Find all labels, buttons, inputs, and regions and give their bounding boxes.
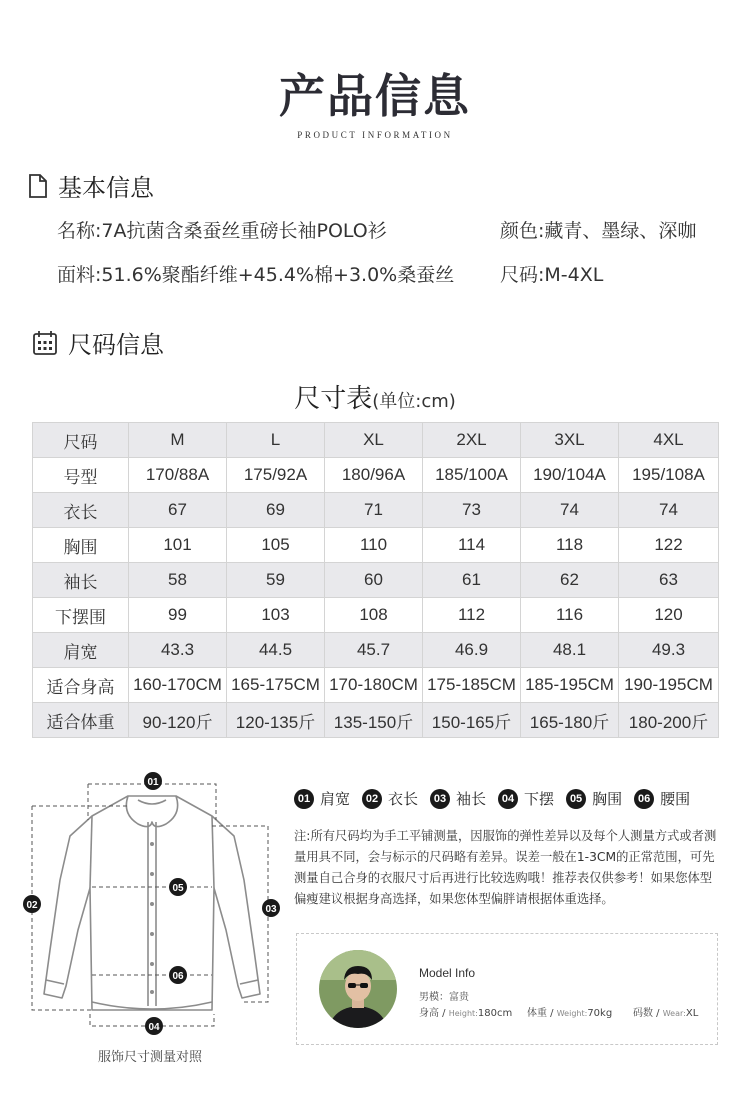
product-colors: 颜色:藏青、墨绿、深咖 xyxy=(500,220,697,242)
model-weight-en: Weight: xyxy=(556,1009,588,1018)
table-cell: 101 xyxy=(129,528,227,563)
table-row xyxy=(33,703,719,738)
basic-info-title: 基本信息 xyxy=(58,174,154,202)
model-size-label: 码数 / xyxy=(633,1008,663,1019)
table-cell: 2XL xyxy=(423,423,521,458)
table-cell: XL xyxy=(325,423,423,458)
table-cell: 165-180斤 xyxy=(521,703,619,738)
table-cell: 110 xyxy=(325,528,423,563)
model-weight-label: 体重 / xyxy=(527,1008,557,1019)
model-weight xyxy=(527,1004,612,1019)
legend-number-badge: 02 xyxy=(362,789,382,809)
legend-label: 胸围 xyxy=(592,790,623,808)
diagram-marker-number: 03 xyxy=(265,904,277,915)
table-row xyxy=(33,493,719,528)
table-cell: 48.1 xyxy=(521,633,619,668)
table-cell: 58 xyxy=(129,563,227,598)
model-size xyxy=(633,1004,698,1019)
legend-label: 肩宽 xyxy=(320,790,351,808)
legend-item xyxy=(362,788,418,809)
table-cell: 62 xyxy=(521,563,619,598)
legend-label: 腰围 xyxy=(660,790,691,808)
table-cell: 120 xyxy=(619,598,719,633)
model-height-label: 身高 / xyxy=(419,1008,449,1019)
table-cell: 175-185CM xyxy=(423,668,521,703)
table-cell: 150-165斤 xyxy=(423,703,521,738)
diagram-marker-01 xyxy=(144,772,162,790)
model-size-en: Wear: xyxy=(662,1009,686,1018)
table-row xyxy=(33,633,719,668)
legend-number-badge: 06 xyxy=(634,789,654,809)
size-table-unit: (单位:cm) xyxy=(372,391,456,412)
size-table-title xyxy=(0,378,750,415)
table-cell: 195/108A xyxy=(619,458,719,493)
table-row-header: 适合体重 xyxy=(33,703,129,738)
table-cell: 170/88A xyxy=(129,458,227,493)
table-cell: 44.5 xyxy=(227,633,325,668)
table-cell: 185-195CM xyxy=(521,668,619,703)
table-row-header: 袖长 xyxy=(33,563,129,598)
table-row-header: 适合身高 xyxy=(33,668,129,703)
model-weight-value: 70kg xyxy=(587,1008,613,1019)
model-name: 男模：富贵 xyxy=(419,992,469,1003)
table-cell: 60 xyxy=(325,563,423,598)
table-cell: 185/100A xyxy=(423,458,521,493)
calendar-icon xyxy=(32,330,58,356)
model-info-card xyxy=(296,933,718,1045)
table-cell: 46.9 xyxy=(423,633,521,668)
legend-label: 衣长 xyxy=(388,790,419,808)
size-info-title: 尺码信息 xyxy=(68,331,164,359)
table-cell: 160-170CM xyxy=(129,668,227,703)
document-icon xyxy=(28,174,48,198)
table-cell: 116 xyxy=(521,598,619,633)
table-cell: 114 xyxy=(423,528,521,563)
diagram-marker-number: 05 xyxy=(172,883,184,894)
table-cell: 45.7 xyxy=(325,633,423,668)
table-cell: 108 xyxy=(325,598,423,633)
model-height-value: 180cm xyxy=(477,1008,513,1019)
diagram-marker-02 xyxy=(23,895,41,913)
table-row-header: 衣长 xyxy=(33,493,129,528)
table-row xyxy=(33,668,719,703)
model-height-en: Height: xyxy=(448,1009,478,1018)
legend-item xyxy=(498,788,554,809)
legend-item xyxy=(430,788,486,809)
table-cell: 63 xyxy=(619,563,719,598)
table-cell: 49.3 xyxy=(619,633,719,668)
legend-number-badge: 04 xyxy=(498,789,518,809)
table-cell: 67 xyxy=(129,493,227,528)
table-cell: 43.3 xyxy=(129,633,227,668)
legend-number-badge: 03 xyxy=(430,789,450,809)
table-cell: 180/96A xyxy=(325,458,423,493)
basic-info-heading xyxy=(28,168,154,203)
size-table xyxy=(32,422,719,738)
diagram-caption: 服饰尺寸测量对照 xyxy=(97,1050,202,1065)
table-row xyxy=(33,458,719,493)
model-avatar xyxy=(319,950,397,1028)
table-cell: 59 xyxy=(227,563,325,598)
diagram-marker-number: 02 xyxy=(26,900,38,911)
table-cell: 69 xyxy=(227,493,325,528)
table-cell: 175/92A xyxy=(227,458,325,493)
legend-label: 袖长 xyxy=(456,790,487,808)
table-cell: 170-180CM xyxy=(325,668,423,703)
diagram-marker-06 xyxy=(169,966,187,984)
table-cell: 105 xyxy=(227,528,325,563)
product-name: 名称:7A抗菌含桑蚕丝重磅长袖POLO衫 xyxy=(57,220,387,242)
table-cell: 73 xyxy=(423,493,521,528)
shirt-buttons xyxy=(150,842,154,994)
diagram-marker-03 xyxy=(262,899,280,917)
table-cell: 4XL xyxy=(619,423,719,458)
product-size-range: 尺码:M-4XL xyxy=(500,264,604,286)
page-subtitle: PRODUCT INFORMATION xyxy=(297,130,453,140)
legend-number-badge: 05 xyxy=(566,789,586,809)
diagram-marker-04 xyxy=(145,1017,163,1035)
size-table-name: 尺寸表 xyxy=(294,384,373,414)
table-row-header: 下摆围 xyxy=(33,598,129,633)
table-cell: 103 xyxy=(227,598,325,633)
table-cell: 74 xyxy=(521,493,619,528)
shirt-collar xyxy=(126,796,177,827)
table-cell: 90-120斤 xyxy=(129,703,227,738)
table-cell: 61 xyxy=(423,563,521,598)
table-row xyxy=(33,528,719,563)
table-cell: 190-195CM xyxy=(619,668,719,703)
diagram-marker-number: 01 xyxy=(147,777,159,788)
garment-measurement-diagram xyxy=(0,770,290,1040)
legend-item xyxy=(566,788,622,809)
page-title: 产品信息 xyxy=(279,69,471,123)
table-cell: L xyxy=(227,423,325,458)
table-cell: 71 xyxy=(325,493,423,528)
diagram-marker-number: 04 xyxy=(148,1022,160,1033)
model-info-title: Model Info xyxy=(419,966,476,980)
table-row-header: 尺码 xyxy=(33,423,129,458)
table-cell: 99 xyxy=(129,598,227,633)
table-cell: 118 xyxy=(521,528,619,563)
legend-item xyxy=(294,788,350,809)
legend-number-badge: 01 xyxy=(294,789,314,809)
table-cell: 190/104A xyxy=(521,458,619,493)
model-size-value: XL xyxy=(685,1008,699,1019)
table-cell: 3XL xyxy=(521,423,619,458)
table-cell: 120-135斤 xyxy=(227,703,325,738)
legend-item xyxy=(634,788,690,809)
table-cell: 74 xyxy=(619,493,719,528)
product-fabric: 面料:51.6%聚酯纤维+45.4%棉+3.0%桑蚕丝 xyxy=(57,264,455,286)
legend-label: 下摆 xyxy=(524,790,555,808)
size-info-heading xyxy=(32,325,164,360)
table-cell: 135-150斤 xyxy=(325,703,423,738)
diagram-marker-05 xyxy=(169,878,187,896)
table-cell: 165-175CM xyxy=(227,668,325,703)
measurement-legend xyxy=(294,788,702,809)
table-row xyxy=(33,563,719,598)
table-row-header: 胸围 xyxy=(33,528,129,563)
table-cell: 180-200斤 xyxy=(619,703,719,738)
model-height xyxy=(419,1004,512,1019)
size-note: 注:所有尺码均为手工平铺测量，因服饰的弹性差异以及每个人测量方式或者测量用具不同，会与标示的尺码略有差异。误差一般在1-3CM的正常范围，可先测量自己合身的衣服尺寸后再进行比较选购哦！推荐表仅供参考！如果您体型偏瘦建议根据身高选择，如果您体型偏胖请根据体重选择。 xyxy=(294,829,717,906)
table-row xyxy=(33,598,719,633)
table-cell: M xyxy=(129,423,227,458)
table-row-header: 号型 xyxy=(33,458,129,493)
table-cell: 122 xyxy=(619,528,719,563)
table-row xyxy=(33,423,719,458)
table-cell: 112 xyxy=(423,598,521,633)
table-row-header: 肩宽 xyxy=(33,633,129,668)
diagram-marker-number: 06 xyxy=(172,971,184,982)
